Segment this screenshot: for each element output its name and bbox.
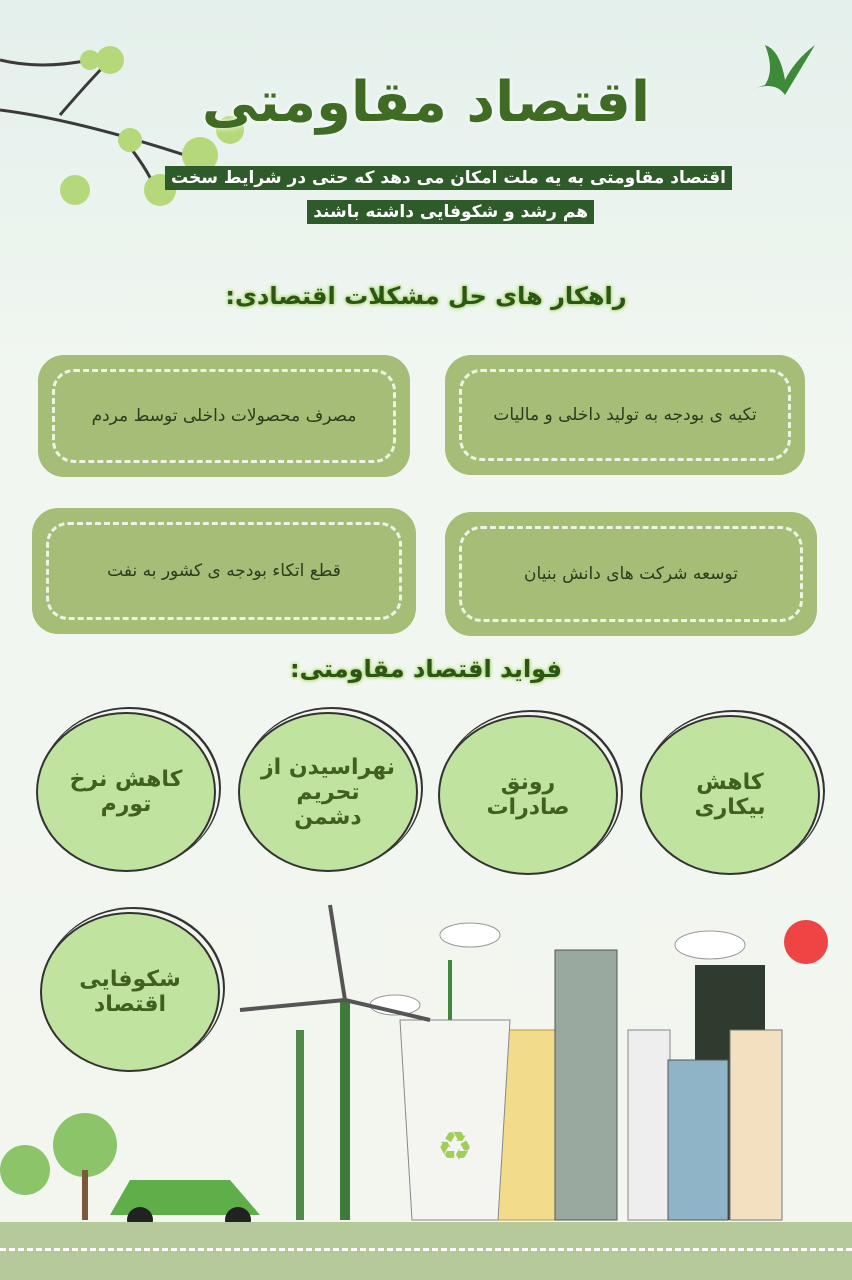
solution-card	[445, 512, 817, 636]
solution-card	[445, 355, 805, 475]
city-illustration	[0, 880, 852, 1225]
solutions-heading: راهکار های حل مشکلات اقتصادی:	[225, 282, 627, 310]
sun-icon	[784, 920, 828, 964]
recycle-icon: ♻	[437, 1124, 473, 1170]
benefit-circle: کاهش نرخ تورم	[36, 712, 216, 872]
benefit-circle: کاهش بیکاری	[640, 715, 820, 875]
benefit-circle: شکوفایی اقتصاد	[40, 912, 220, 1072]
solution-card	[32, 508, 416, 634]
solution-text: تکیه ی بودجه به تولید داخلی و مالیات	[459, 369, 791, 461]
solution-text: قطع اتکاء بودجه ی کشور به نفت	[46, 522, 402, 620]
solution-text: مصرف محصولات داخلی توسط مردم	[52, 369, 396, 463]
road	[0, 1222, 852, 1280]
solution-text: توسعه شرکت های دانش بنیان	[459, 526, 803, 622]
benefit-circle: رونق صادرات	[438, 715, 618, 875]
subtitle-line-2: هم رشد و شکوفایی داشته باشند	[307, 200, 594, 224]
benefit-circle: نهراسیدن از تحریم دشمن	[238, 712, 418, 872]
solution-card	[38, 355, 410, 477]
subtitle-line-1: اقتصاد مقاومتی به یه ملت امکان می دهد که حتی در شرایط سخت	[165, 166, 732, 190]
benefits-heading: فواید اقتصاد مقاومتی:	[290, 655, 562, 683]
page-title: اقتصاد مقاومتی	[201, 70, 651, 135]
